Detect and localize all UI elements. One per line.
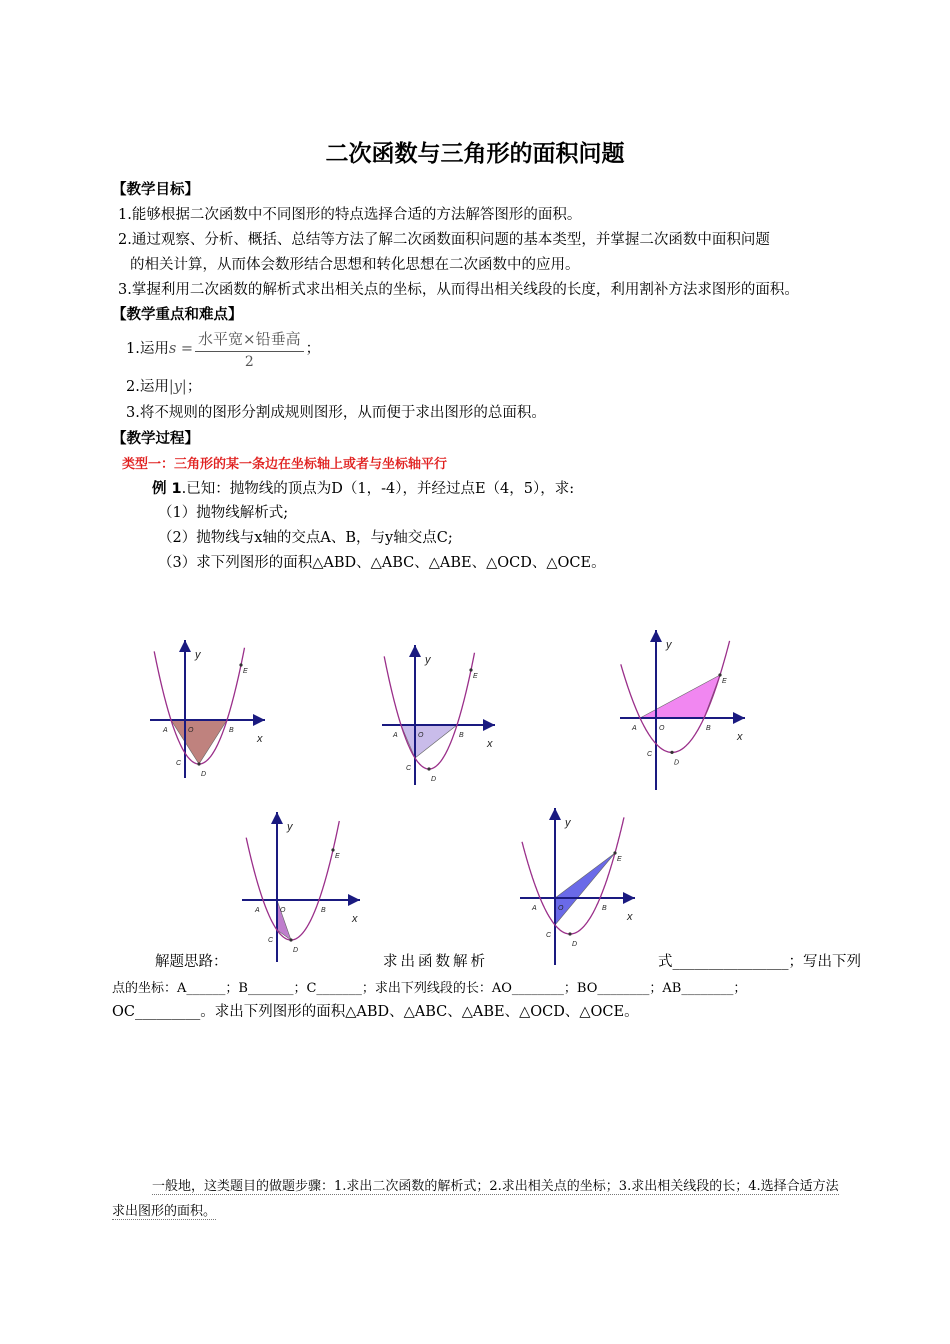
point-e-marker [718, 673, 721, 676]
goal-2: 2.通过观察、分析、概括、总结等方法了解二次函数面积问题的基本类型，并掌握二次函数中面积问题 [118, 232, 770, 248]
point-c-label: C [647, 750, 653, 758]
example-label: 例 1 [152, 481, 182, 497]
point-o-label: O [558, 905, 564, 912]
parabola-curve [246, 821, 339, 940]
y-axis-label: y [287, 821, 293, 833]
area-formula-lhs: s = [168, 341, 194, 357]
key-heading: 【教学重点和难点】 [112, 307, 243, 323]
point-b-label: B [459, 732, 464, 739]
point-b-label: B [321, 907, 326, 914]
goal-1: 1.能够根据二次函数中不同图形的特点选择合适的方法解答图形的面积。 [118, 207, 582, 223]
point-d-marker [289, 938, 292, 941]
question-1: （1）抛物线解析式; [158, 505, 289, 521]
goal-3: 3.掌握利用二次函数的解析式求出相关点的坐标，从而得出相关线段的长度，利用割补方法求图形的面积。 [118, 282, 799, 298]
point-c-label: C [176, 760, 182, 767]
point-b-label: B [706, 725, 711, 732]
point-d-marker [568, 932, 571, 935]
point-e-label: E [473, 673, 478, 680]
point-b-label: B [229, 727, 234, 734]
summary-text-2: 求出图形的面积。 [112, 1204, 217, 1219]
key-point-3: 3.将不规则的图形分割成规则图形，从而便于求出图形的总面积。 [126, 405, 546, 421]
point-a-label: A [255, 907, 260, 914]
x-axis-label: x [627, 911, 633, 923]
point-e-label: E [617, 856, 622, 863]
point-e-marker [613, 851, 616, 854]
key-point-1-prefix: 1.运用 [126, 341, 169, 357]
point-d-label: D [572, 941, 578, 948]
x-axis-label: x [737, 731, 743, 743]
summary-line-2 [112, 1200, 216, 1219]
area-formula-numerator: 水平宽×铅垂高 [195, 328, 304, 352]
point-d-label: D [293, 947, 299, 954]
point-d-marker [670, 751, 673, 754]
x-axis-label: x [487, 738, 493, 750]
parabola-curve [522, 817, 624, 934]
parabola-curve [621, 641, 730, 753]
point-a-label: A [532, 905, 537, 912]
point-e-marker [331, 848, 334, 851]
solve-find-function: 求出函数解析 [383, 954, 488, 970]
solve-expression-blank: 式________________；写出下列 [658, 954, 861, 970]
key-point-2-prefix: 2.运用 [126, 379, 169, 395]
figure-ocd [242, 812, 360, 962]
point-c-label: C [406, 765, 412, 772]
question-3: （3）求下列图形的面积△ABD、△ABC、△ABE、△OCD、△OCE。 [158, 555, 606, 571]
point-d-label: D [674, 759, 680, 767]
point-d-label: D [201, 771, 207, 778]
point-e-label: E [722, 678, 727, 685]
point-e-marker [469, 668, 472, 671]
abs-y-formula: |y| [168, 379, 187, 395]
point-c-label: C [268, 937, 274, 944]
question-2: （2）抛物线与x轴的交点A、B，与y轴交点C; [158, 530, 453, 546]
x-axis-label: x [352, 913, 358, 925]
process-heading: 【教学过程】 [112, 431, 199, 447]
key-point-2-suffix: ； [186, 379, 202, 395]
point-d-marker [197, 762, 200, 765]
point-b-label: B [602, 905, 607, 912]
point-o-label: O [659, 725, 665, 732]
shaded-triangle [277, 900, 291, 940]
y-axis-label: y [195, 649, 201, 661]
point-a-label: A [632, 725, 637, 732]
type-heading: 类型一：三角形的某一条边在坐标轴上或者与坐标轴平行 [122, 457, 448, 472]
point-a-label: A [393, 732, 398, 739]
goals-heading: 【教学目标】 [112, 182, 199, 198]
point-o-label: O [418, 732, 424, 739]
example-text: .已知：抛物线的顶点为D（1，-4），并经过点E（4，5），求: [181, 481, 575, 497]
point-o-label: O [188, 727, 194, 734]
area-formula-denominator: 2 [244, 354, 254, 370]
figure-oce [520, 808, 635, 965]
point-e-label: E [335, 853, 340, 860]
x-axis-label: x [257, 733, 263, 745]
shaded-triangle [555, 853, 615, 925]
page-title: 二次函数与三角形的面积问题 [325, 141, 625, 167]
point-e-marker [239, 663, 242, 666]
point-e-label: E [243, 668, 248, 675]
point-d-label: D [431, 776, 437, 783]
summary-text-1: 一般地，这类题目的做题步骤：1.求出二次函数的解析式；2.求出相关点的坐标；3.求出相关线段的长；4.选择合适方法 [152, 1179, 839, 1194]
y-axis-label: y [666, 639, 672, 651]
point-d-marker [427, 767, 430, 770]
figure-abc [382, 645, 495, 785]
y-axis-label: y [565, 817, 571, 829]
solve-points-line: 点的坐标：A______；B_______；C_______；求出下列线段的长：AO________；BO________；AB________； [112, 981, 747, 996]
parabola-curve [384, 653, 474, 769]
figure-abe [620, 630, 745, 790]
solve-areas-line: OC_________。求出下列图形的面积△ABD、△ABC、△ABE、△OCD、△OCE。 [112, 1004, 639, 1020]
y-axis-label: y [425, 654, 431, 666]
shaded-triangle [401, 725, 457, 758]
point-a-label: A [163, 727, 168, 734]
shaded-triangle [640, 675, 720, 718]
point-c-label: C [546, 932, 552, 939]
solve-thinking-label: 解题思路： [155, 954, 228, 970]
goal-2-cont: 的相关计算，从而体会数形结合思想和转化思想在二次函数中的应用。 [130, 257, 580, 273]
key-point-1-suffix: ； [305, 341, 321, 357]
figure-abd [150, 640, 265, 778]
summary-line-1 [152, 1175, 839, 1194]
point-o-label: O [280, 907, 286, 914]
